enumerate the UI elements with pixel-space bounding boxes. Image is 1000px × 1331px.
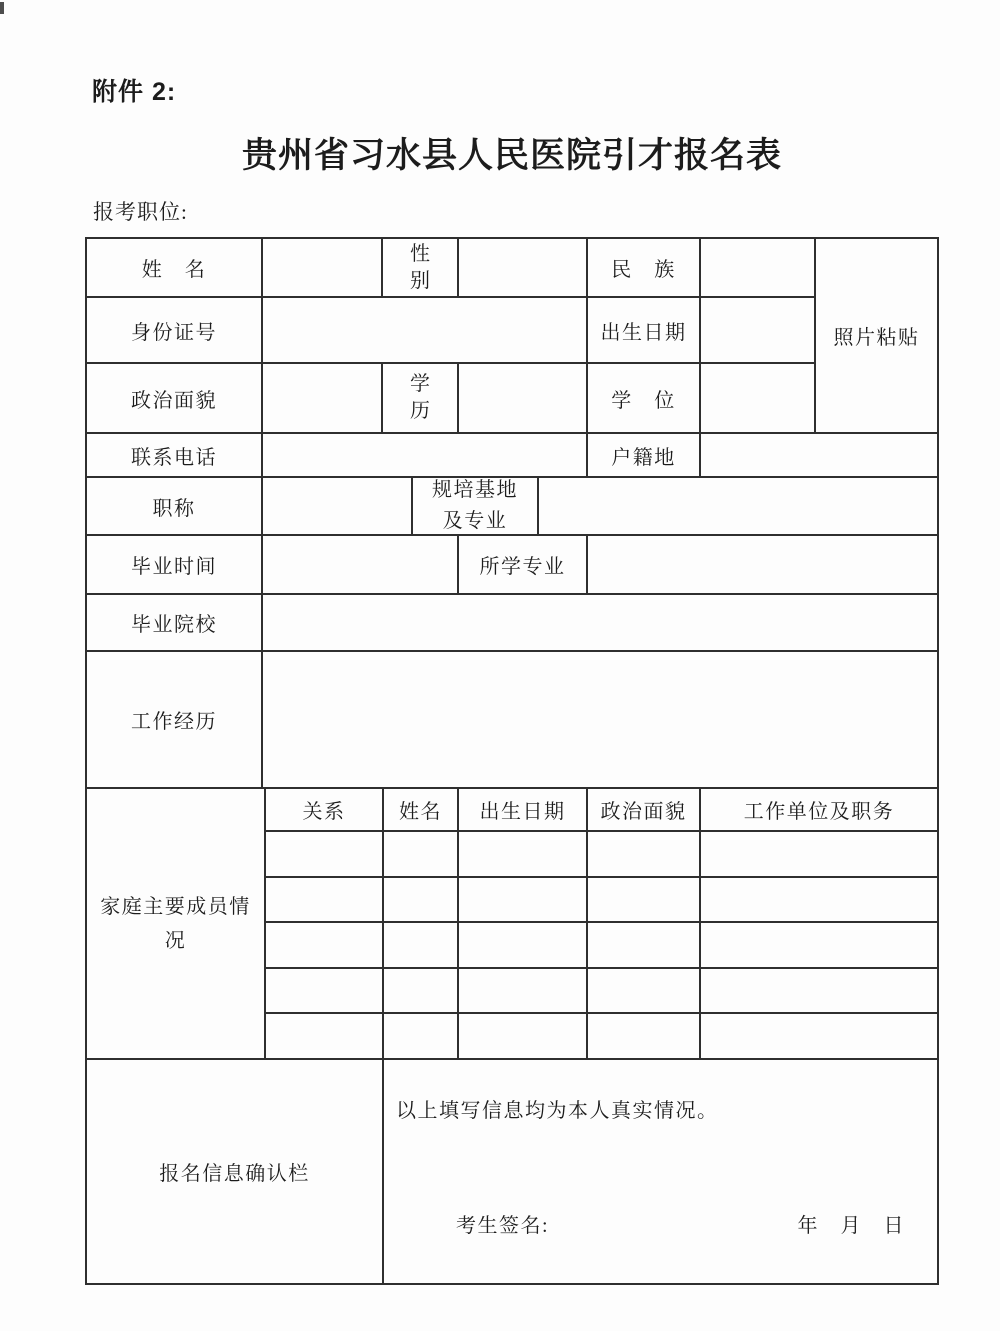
row-graduation-time [87, 536, 939, 595]
grad-time-label: 毕业时间 [87, 536, 263, 595]
application-form-table [85, 237, 939, 1285]
row-work-history [87, 652, 939, 789]
major-value-cell [588, 536, 939, 595]
top-left-block [87, 239, 816, 434]
family-row [266, 832, 939, 878]
education-label [383, 364, 459, 434]
family-cell-name [384, 832, 459, 878]
family-col-birth-date: 出生日期 [459, 789, 588, 832]
work-history-label: 工作经历 [87, 652, 263, 789]
training-base-label [413, 478, 539, 536]
row-phone [87, 434, 939, 478]
birth-date-label: 出生日期 [588, 298, 701, 364]
family-section [87, 789, 939, 1060]
political-status-label: 政治面貌 [87, 364, 263, 434]
family-cell-birth-date [459, 969, 588, 1014]
family-cell-political-status [588, 923, 701, 969]
photo-paste-cell: 照片粘贴 [816, 239, 939, 434]
family-cell-political-status [588, 832, 701, 878]
phone-value-cell [263, 434, 588, 478]
family-cell-birth-date [459, 832, 588, 878]
family-cell-name [384, 969, 459, 1014]
school-label: 毕业院校 [87, 595, 263, 652]
education-label-text: 学历 [410, 373, 430, 422]
row-school [87, 595, 939, 652]
position-applied-label: 报考职位: [93, 200, 188, 224]
job-title-label: 职称 [87, 478, 263, 536]
political-status-value-cell [263, 364, 383, 434]
family-cell-relation [266, 923, 384, 969]
family-row [266, 969, 939, 1014]
residence-value-cell [701, 434, 939, 478]
grad-time-value-cell [263, 536, 459, 595]
confirmation-content-cell [384, 1060, 939, 1285]
major-label: 所学专业 [459, 536, 588, 595]
ethnicity-label: 民 族 [588, 239, 701, 298]
row-name [87, 239, 816, 298]
gender-label-text: 性别 [410, 242, 430, 292]
family-cell-political-status [588, 969, 701, 1014]
name-label: 姓 名 [87, 239, 263, 298]
row-political-status [87, 364, 816, 434]
date-label: 年 月 日 [797, 1215, 905, 1237]
family-cell-birth-date [459, 878, 588, 923]
family-cell-relation [266, 1014, 384, 1060]
ethnicity-value-cell [701, 239, 816, 298]
signature-row [456, 1209, 905, 1238]
work-history-value-cell [263, 652, 939, 789]
row-id-number [87, 298, 816, 364]
family-row [266, 878, 939, 923]
confirmation-statement: 以上填写信息均为本人真实情况。 [396, 1100, 719, 1122]
family-cell-work-unit [701, 923, 939, 969]
family-cell-relation [266, 969, 384, 1014]
family-cell-birth-date [459, 1014, 588, 1060]
row-job-title [87, 478, 939, 536]
family-section-label-text: 家庭主要成员情况 [100, 895, 251, 952]
family-section-label [87, 789, 266, 1060]
family-row [266, 923, 939, 969]
family-cell-work-unit [701, 832, 939, 878]
gender-value-cell [459, 239, 588, 298]
school-value-cell [263, 595, 939, 652]
birth-date-value-cell [701, 298, 816, 364]
family-cell-relation [266, 832, 384, 878]
degree-label: 学 位 [588, 364, 701, 434]
id-number-label: 身份证号 [87, 298, 263, 364]
confirmation-label: 报名信息确认栏 [87, 1060, 384, 1285]
job-title-value-cell [263, 478, 413, 536]
family-col-name: 姓名 [384, 789, 459, 832]
family-cell-name [384, 878, 459, 923]
name-value-cell [263, 239, 383, 298]
training-base-label-text: 规培基地及专业 [432, 479, 518, 532]
family-cell-name [384, 1014, 459, 1060]
family-cell-relation [266, 878, 384, 923]
family-cell-political-status [588, 878, 701, 923]
training-base-value-cell [539, 478, 939, 536]
family-cell-work-unit [701, 1014, 939, 1060]
confirmation-section [87, 1060, 939, 1285]
gender-label [383, 239, 459, 298]
family-cell-name [384, 923, 459, 969]
family-cell-birth-date [459, 923, 588, 969]
attachment-label: 附件 2: [92, 78, 177, 106]
family-col-political-status: 政治面貌 [588, 789, 701, 832]
family-row [266, 1014, 939, 1060]
family-col-relation: 关系 [266, 789, 384, 832]
residence-label: 户籍地 [588, 434, 701, 478]
family-header-row [266, 789, 939, 832]
phone-label: 联系电话 [87, 434, 263, 478]
id-number-value-cell [263, 298, 588, 364]
page-title: 贵州省习水县人民医院引才报名表 [241, 136, 782, 175]
scan-artifact [0, 2, 4, 14]
top-section [87, 239, 939, 434]
education-value-cell [459, 364, 588, 434]
family-cell-work-unit [701, 969, 939, 1014]
family-cell-work-unit [701, 878, 939, 923]
family-cell-political-status [588, 1014, 701, 1060]
signature-label: 考生签名: [456, 1215, 550, 1237]
family-col-work-unit: 工作单位及职务 [701, 789, 939, 832]
degree-value-cell [701, 364, 816, 434]
family-subtable [266, 789, 939, 1060]
